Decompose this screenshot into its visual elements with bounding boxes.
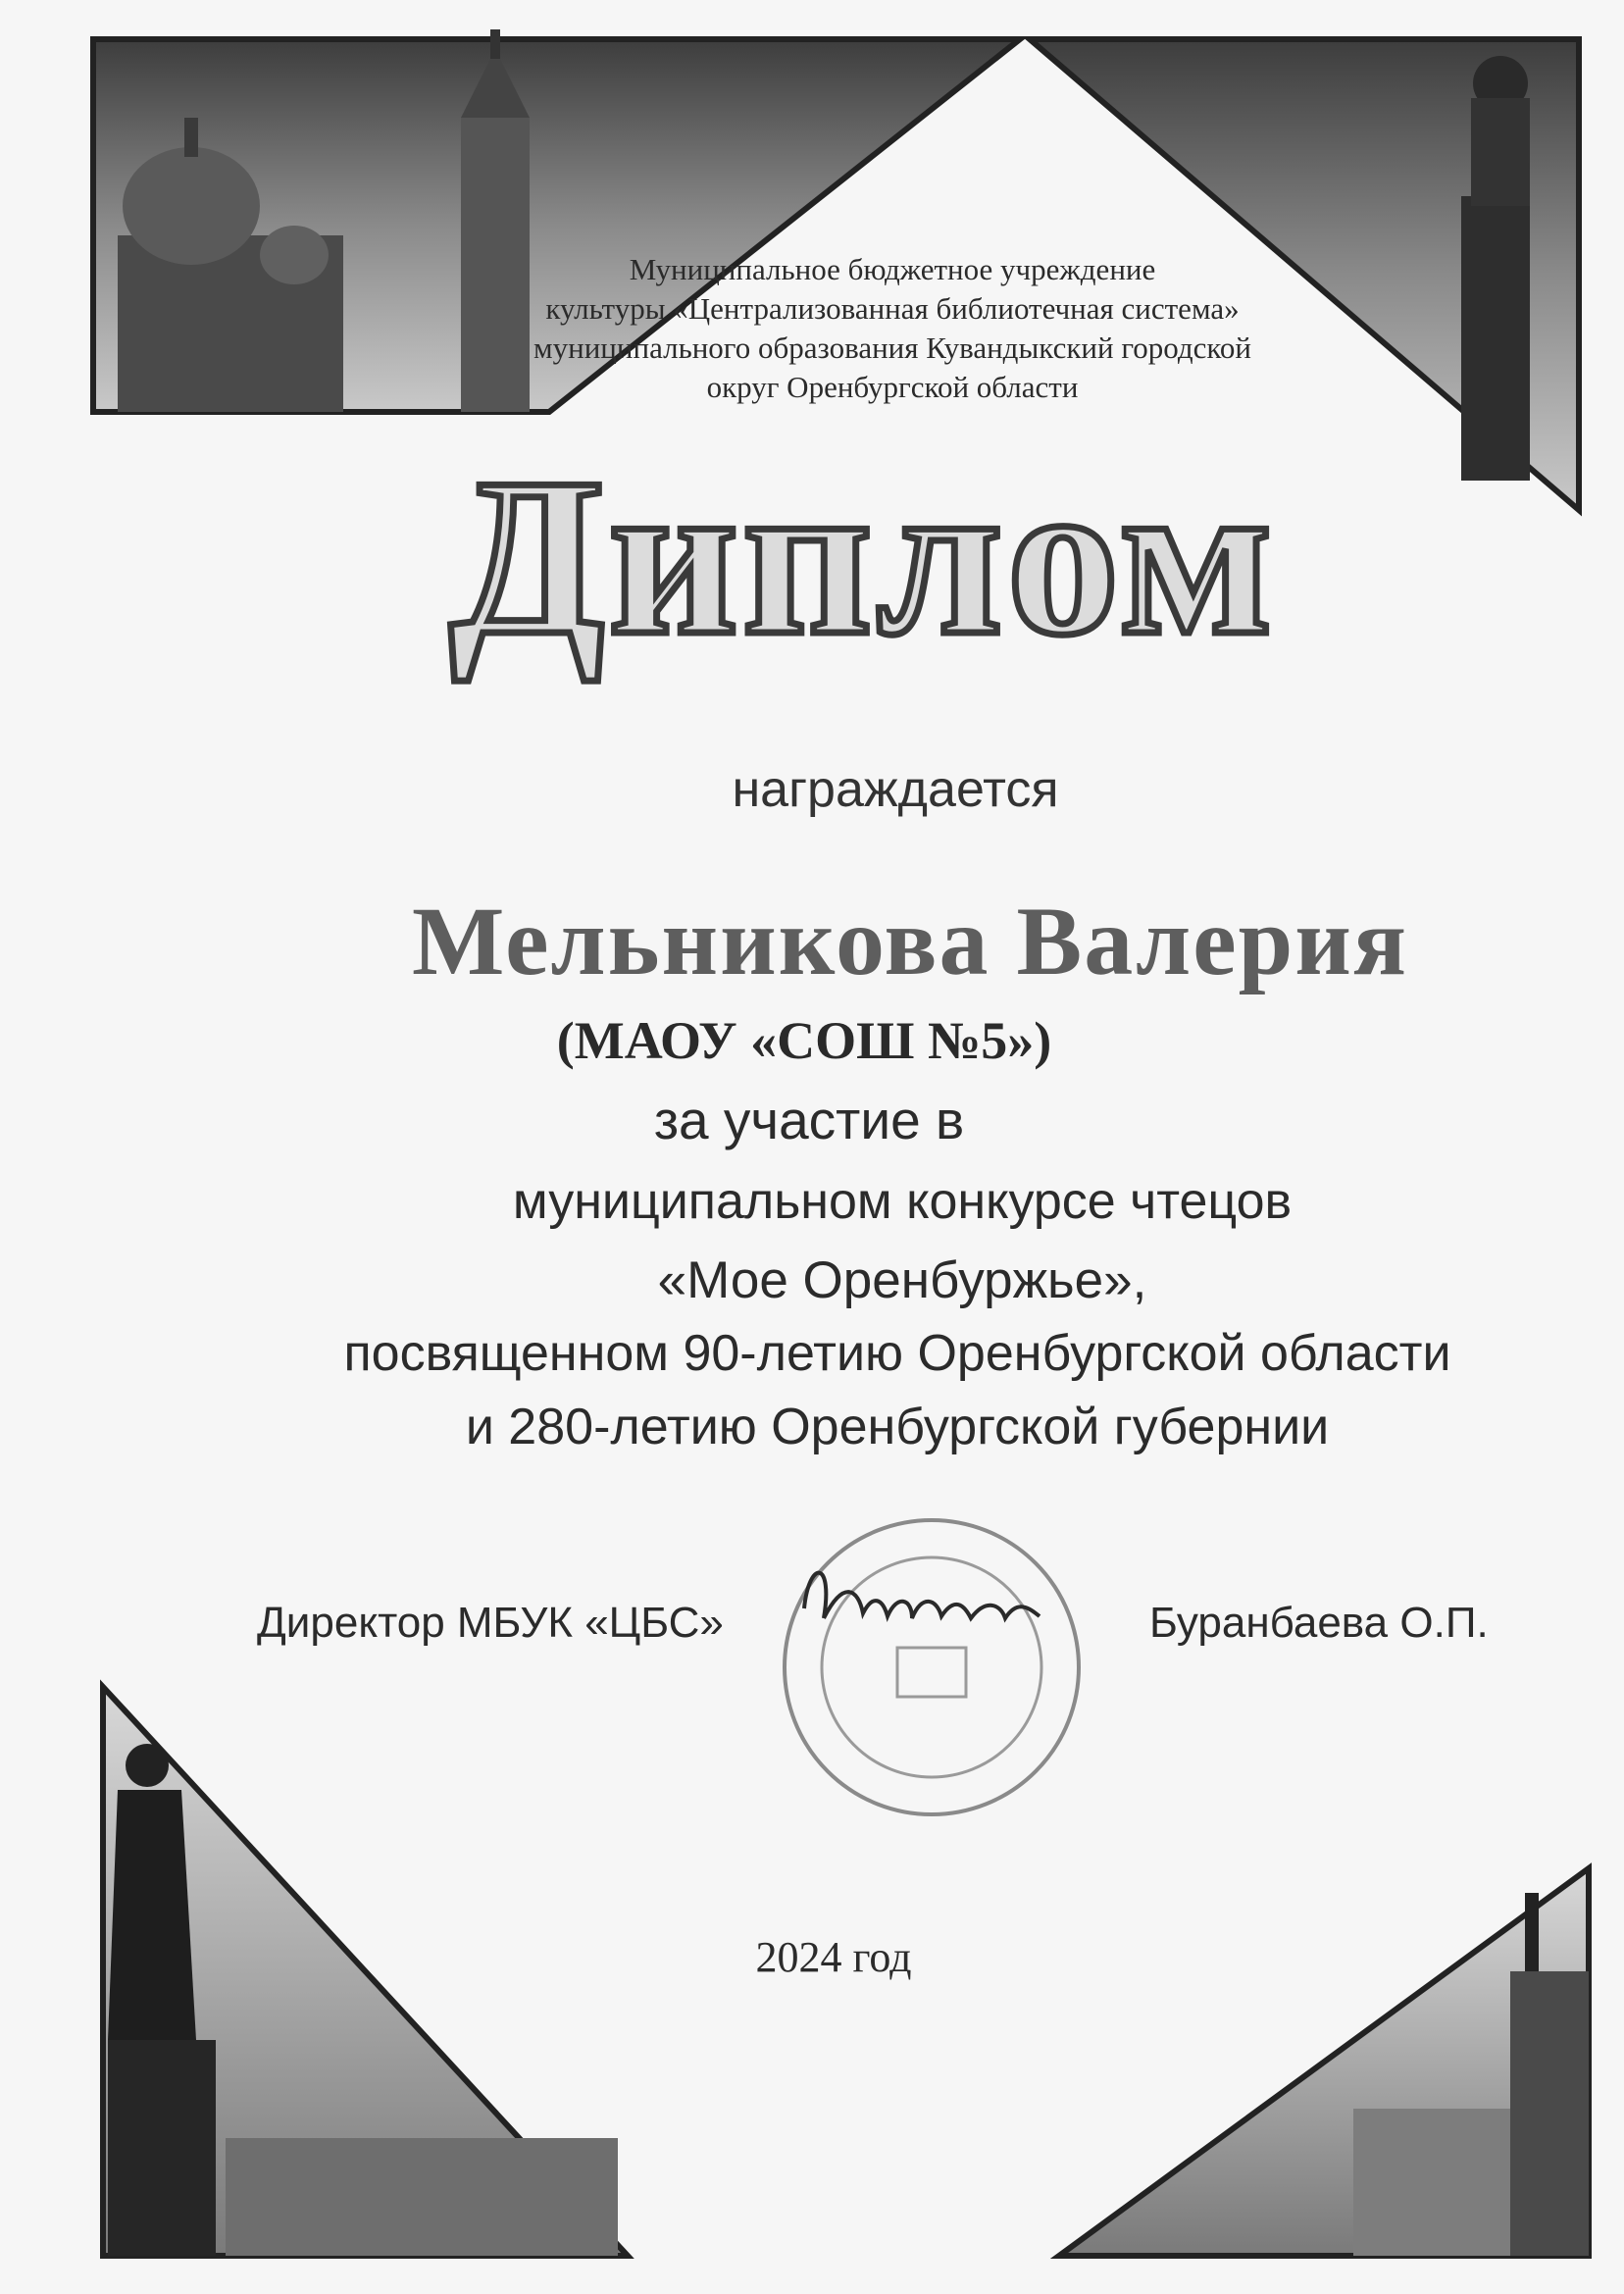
issuer-line-1: Муниципальное бюджетное учреждение (629, 252, 1156, 286)
reason-line-5: и 280-летию Оренбургской губернии (465, 1399, 1330, 1455)
issuer-line-3: муниципального образования Кувандыкский городской (533, 331, 1251, 365)
reason-line-2: муниципальном конкурсе чтецов (512, 1173, 1293, 1230)
bottom-right-photo-panel (1059, 1868, 1589, 2256)
diploma-title-text: Диплом (449, 432, 1277, 682)
issuer-block (431, 250, 1353, 407)
recipient-name: Мельникова Валерия (412, 887, 1408, 995)
year: 2024 год (755, 1933, 912, 1981)
reason-line-4: посвященном 90-летию Оренбургской области (343, 1325, 1451, 1382)
signature-mark (804, 1573, 1040, 1618)
diploma-title (294, 432, 1432, 687)
awarded-label: награждается (732, 761, 1059, 818)
issuer-line-2: культуры «Централизованная библиотечная система» (545, 291, 1240, 326)
director-name: Буранбаева О.П. (1149, 1599, 1489, 1647)
director-position: Директор МБУК «ЦБС» (257, 1599, 724, 1647)
official-stamp (765, 1501, 1098, 1824)
recipient-school: (МАОУ «СОШ №5») (556, 1011, 1052, 1070)
reason-line-1: за участие в (653, 1090, 965, 1150)
issuer-line-4: округ Оренбургской области (706, 370, 1079, 404)
reason-line-3: «Мое Оренбуржье», (657, 1251, 1147, 1309)
